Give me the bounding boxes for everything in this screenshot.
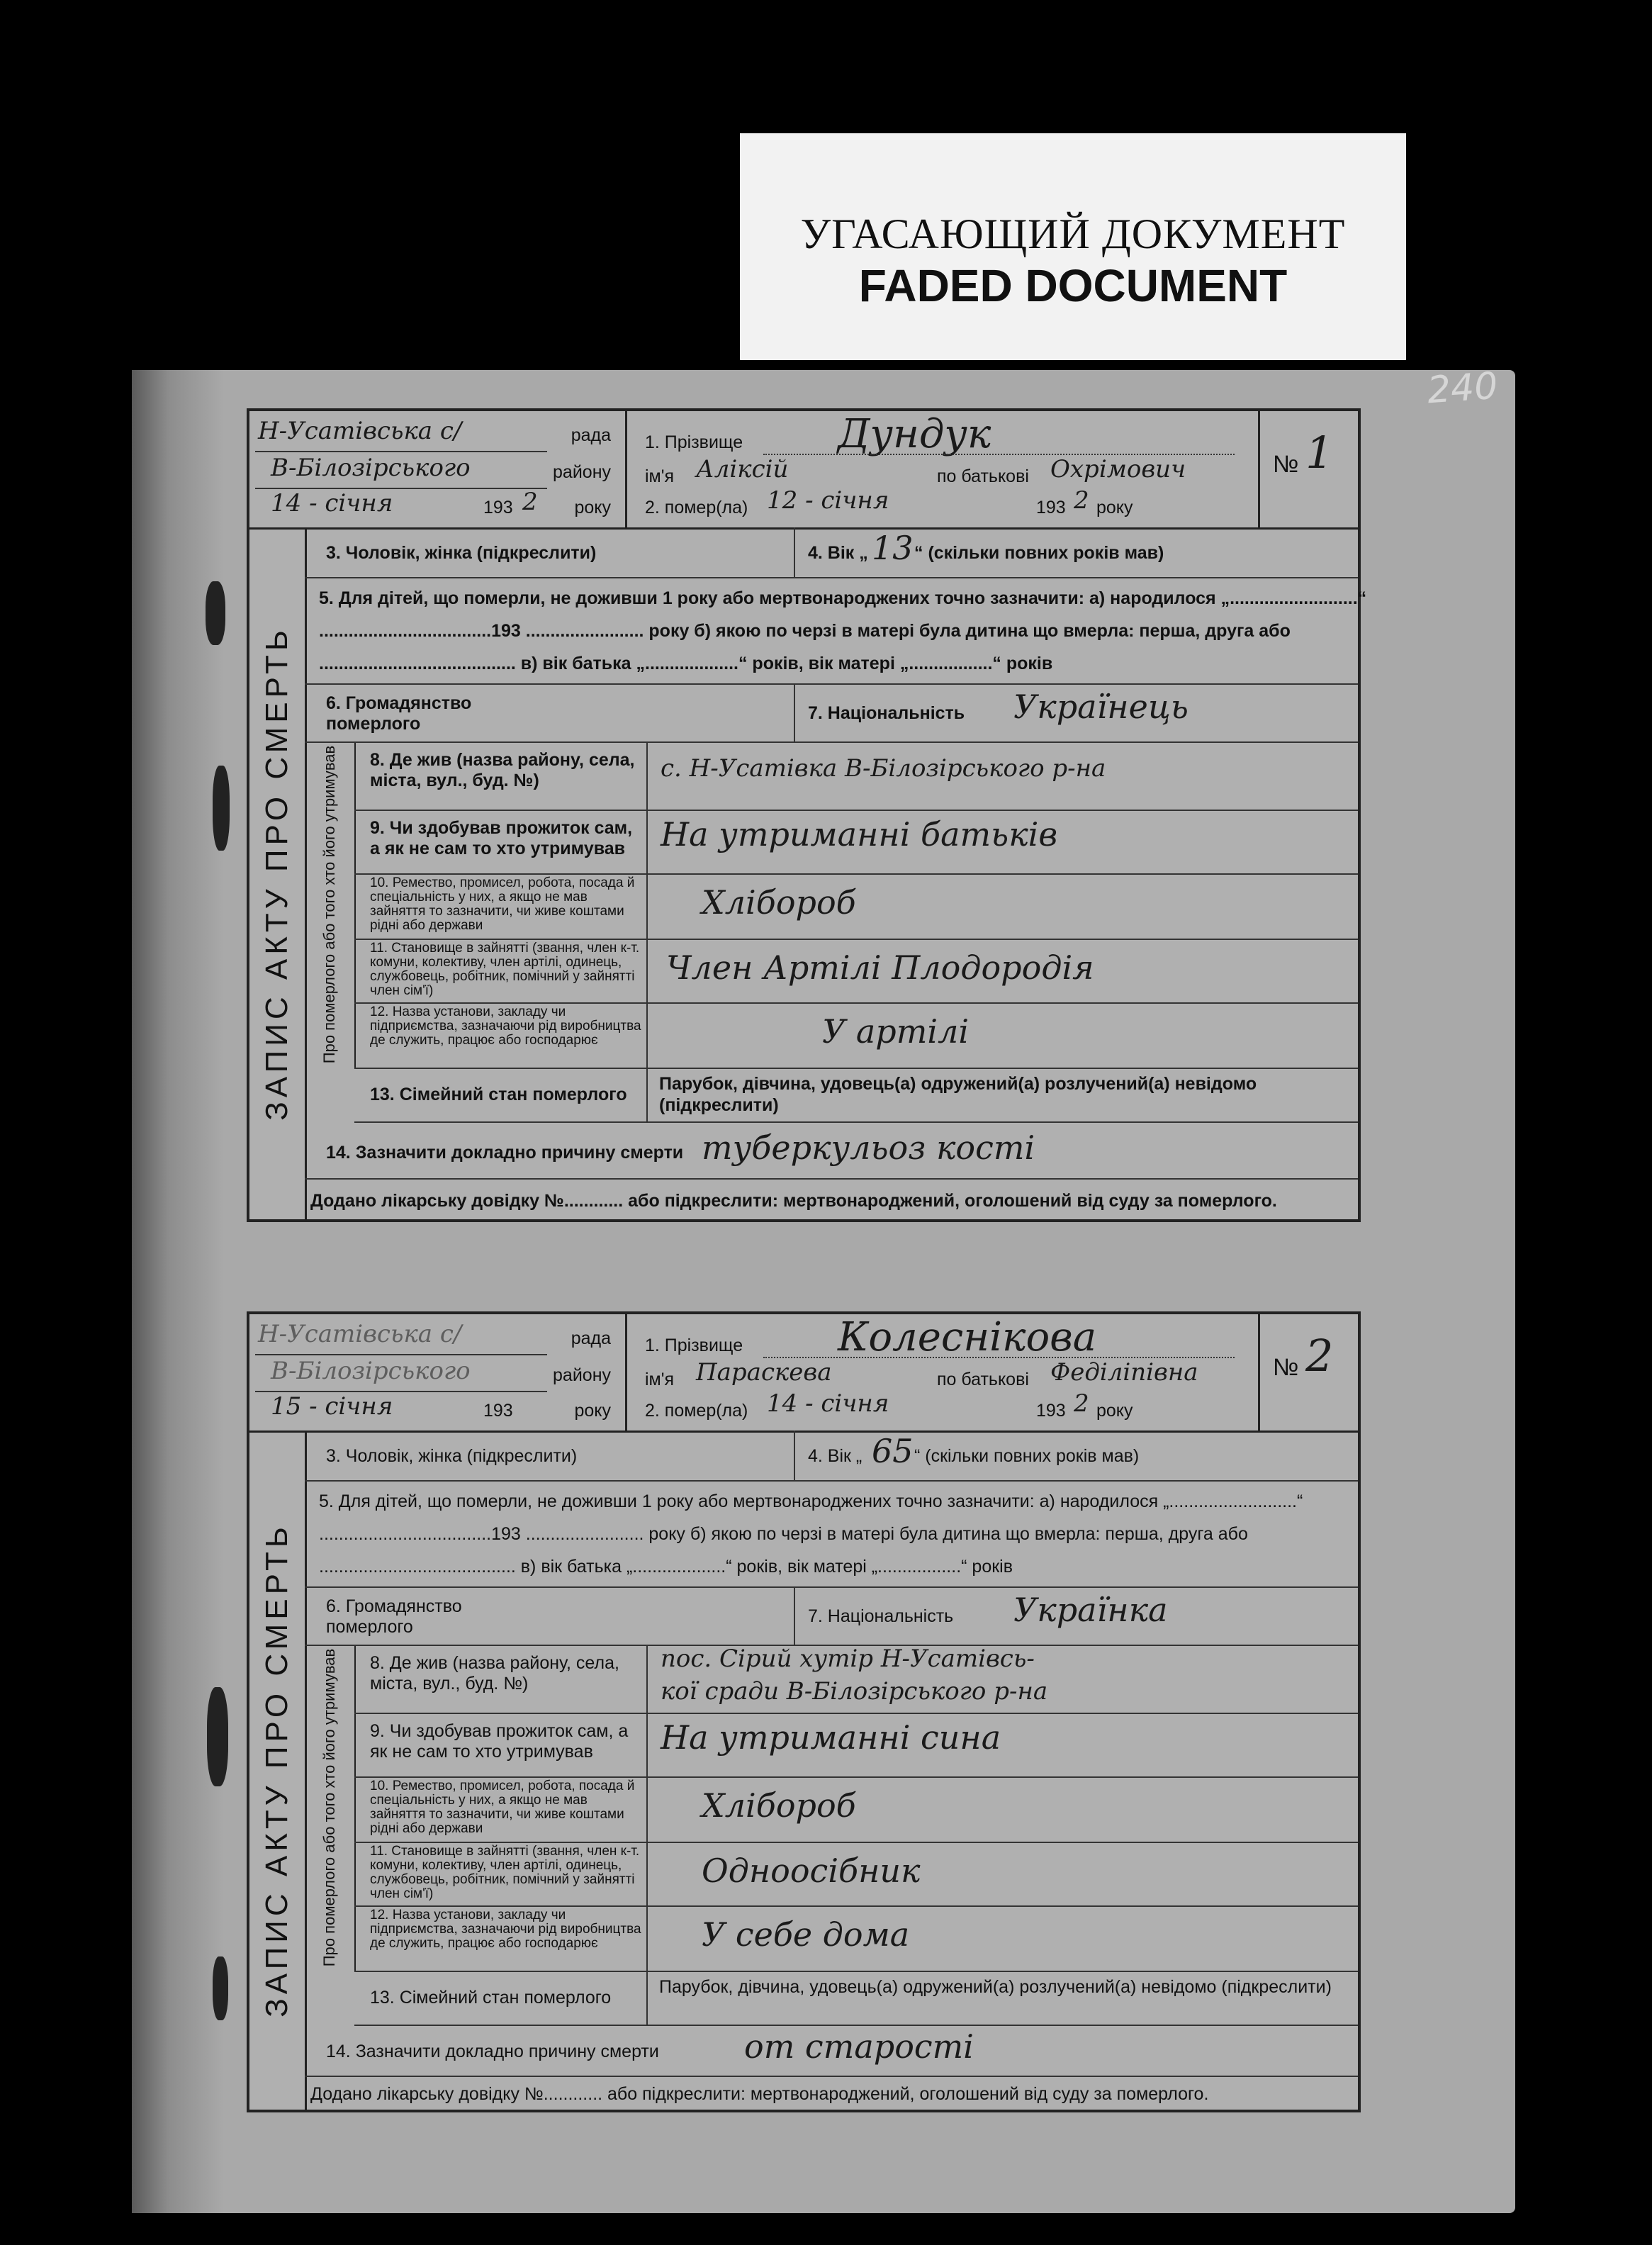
q8-label: 8. Де жив (назва району, села, міста, вул., буд. №) bbox=[370, 750, 635, 790]
name-header bbox=[625, 411, 1263, 530]
occupation-value: Хлібороб bbox=[702, 883, 856, 922]
q13-label: 13. Сімейний стан померлого bbox=[370, 1988, 612, 2008]
registration-date: 15 - січня bbox=[271, 1392, 393, 1421]
row-workplace bbox=[354, 1905, 1358, 1972]
q10-label: 10. Ремество, промисел, робота, посада й спеціальність у них, а якщо не мав зайняття то зазначити, чи живе коштами рідні або держави bbox=[370, 1779, 635, 1836]
year-label: 193 bbox=[483, 498, 513, 517]
row-citizenship bbox=[305, 683, 1358, 743]
q7-label: 7. Національність bbox=[808, 1606, 954, 1626]
side-subtitle: Про померлого або того хто його утримував bbox=[305, 741, 356, 1068]
rada-value: Н-Усатівська с/ bbox=[258, 1320, 462, 1348]
row-sex-age bbox=[305, 527, 1358, 578]
residence-value-line2: кої сради В-Білозірського р-на bbox=[661, 1677, 1048, 1706]
rayon-label: району bbox=[553, 462, 611, 482]
death-year-label: 193 bbox=[1036, 1401, 1066, 1421]
label-line-ru: УГАСАЮЩИЙ ДОКУМЕНТ bbox=[800, 211, 1346, 257]
surname-label: 1. Прізвище bbox=[645, 432, 743, 452]
death-record-1 bbox=[247, 408, 1367, 1222]
row-residence bbox=[354, 1645, 1358, 1714]
row-infant bbox=[305, 577, 1367, 685]
q5-line3: ........................................ в) вік батька „...................“ років, вік матері „.................“ років bbox=[319, 654, 1053, 673]
tear-mark bbox=[207, 1687, 228, 1786]
nationality-value: Українка bbox=[1013, 1591, 1168, 1629]
row-marital bbox=[354, 1971, 1358, 2026]
age-value: 65 bbox=[872, 1432, 914, 1470]
status-value: Одноосібник bbox=[702, 1852, 921, 1890]
q4-label-a: 4. Вік „ bbox=[808, 543, 868, 563]
roku-label: року bbox=[1096, 498, 1133, 517]
residence-value: пос. Сірий хутір Н-Усатівсь- bbox=[661, 1645, 1035, 1673]
side-title: ЗАПИС АКТУ ПРО СМЕРТЬ bbox=[249, 1431, 307, 2110]
name-label: ім'я bbox=[645, 466, 675, 486]
row-employment-status bbox=[354, 1842, 1358, 1907]
death-date-value: 12 - січня bbox=[767, 486, 889, 515]
tear-mark bbox=[206, 581, 225, 645]
q7-label: 7. Національність bbox=[808, 703, 965, 723]
row-workplace bbox=[354, 1002, 1358, 1069]
workplace-value: У себе дома bbox=[702, 1915, 910, 1954]
archive-page-number: 240 bbox=[1426, 364, 1500, 413]
q3-label: 3. Чоловік, жінка (підкреслити) bbox=[326, 543, 597, 563]
rada-label: рада bbox=[571, 1328, 611, 1348]
faded-document-label bbox=[740, 133, 1406, 360]
row-employment-status bbox=[354, 939, 1358, 1004]
number-sign: № bbox=[1273, 451, 1299, 478]
nationality-value: Українець bbox=[1013, 688, 1189, 726]
q13-options: Парубок, дівчина, удовець(а) одружений(а) розлучений(а) невідомо (підкреслити) bbox=[659, 1977, 1332, 1997]
patronymic-value: Охрімович bbox=[1050, 455, 1186, 483]
death-date-label: 2. помер(ла) bbox=[645, 1401, 748, 1421]
row-livelihood bbox=[354, 810, 1358, 875]
age-value: 13 bbox=[872, 529, 914, 567]
q13-label: 13. Сімейний стан померлого bbox=[370, 1085, 627, 1104]
record-number: 2 bbox=[1305, 1330, 1334, 1382]
label-line-en: FADED DOCUMENT bbox=[858, 260, 1288, 311]
roku-label: року bbox=[574, 498, 611, 517]
row-occupation bbox=[354, 873, 1358, 940]
footer-note: Додано лікарську довідку №............ або підкреслити: мертвонароджений, оголошений від суду за померлого. bbox=[310, 1191, 1277, 1211]
registry-header bbox=[249, 1314, 627, 1433]
q10-label: 10. Ремество, промисел, робота, посада й спеціальність у них, а якщо не мав зайняття то зазначити, чи живе коштами рідні або держави bbox=[370, 875, 635, 933]
rayon-value: В-Білозірського bbox=[271, 1357, 471, 1385]
death-year-digit: 2 bbox=[1074, 486, 1089, 515]
livelihood-value: На утриманні сина bbox=[661, 1718, 1001, 1757]
binding-edge bbox=[132, 370, 224, 2213]
q9-label: 9. Чи здобував прожиток сам, а як не сам то хто утримував bbox=[370, 1721, 629, 1762]
row-sex-age bbox=[305, 1431, 1358, 1482]
q3-label: 3. Чоловік, жінка (підкреслити) bbox=[326, 1446, 578, 1466]
q4-label-a: 4. Вік „ bbox=[808, 1446, 862, 1466]
q13-options: Парубок, дівчина, удовець(а) одружений(а) розлучений(а) невідомо (підкреслити) bbox=[659, 1074, 1257, 1115]
name-value: Аліксій bbox=[696, 455, 789, 483]
death-year-digit: 2 bbox=[1074, 1389, 1089, 1418]
death-record-2 bbox=[247, 1311, 1361, 2112]
row-citizenship bbox=[305, 1586, 1358, 1646]
registration-date: 14 - січня bbox=[271, 489, 393, 517]
cause-value: от старості bbox=[744, 2027, 974, 2066]
registry-header bbox=[249, 411, 627, 530]
row-livelihood bbox=[354, 1713, 1358, 1778]
status-value: Член Артілі Плодородія bbox=[666, 948, 1094, 987]
name-value: Параскева bbox=[696, 1358, 832, 1387]
q8-label: 8. Де жив (назва району, села, міста, вул., буд. №) bbox=[370, 1653, 619, 1693]
q5-line3: ........................................ в) вік батька „...................“ років, вік матері „.................“ років bbox=[319, 1557, 1013, 1577]
record-number-box bbox=[1258, 1314, 1358, 1433]
rayon-value: В-Білозірського bbox=[271, 454, 471, 482]
name-label: ім'я bbox=[645, 1370, 675, 1389]
q5-line2: ...................................193 ........................ року б) якою по черзі в матері була дитина що вмерла: перша, друга або bbox=[319, 621, 1291, 641]
roku-label: року bbox=[1096, 1401, 1133, 1421]
surname-label: 1. Прізвище bbox=[645, 1336, 743, 1355]
row-occupation bbox=[354, 1776, 1358, 1843]
death-year-label: 193 bbox=[1036, 498, 1066, 517]
q4-label-b: “ (скільки повних років мав) bbox=[914, 1446, 1140, 1466]
q9-label: 9. Чи здобував прожиток сам, а як не сам то хто утримував bbox=[370, 818, 633, 858]
q12-label: 12. Назва установи, закладу чи підприємства, зазначаючи рід виробництва де служить, працює або господарює bbox=[370, 1908, 641, 1951]
surname-value: Колеснікова bbox=[838, 1314, 1097, 1360]
roku-label: року bbox=[574, 1401, 611, 1421]
cause-value: туберкульоз кості bbox=[702, 1129, 1035, 1167]
row-cause bbox=[305, 1121, 1358, 1180]
death-date-value: 14 - січня bbox=[767, 1389, 889, 1418]
row-marital bbox=[354, 1068, 1358, 1123]
registration-year-digit: 2 bbox=[522, 488, 538, 516]
q14-label: 14. Зазначити докладно причину смерти bbox=[326, 1143, 684, 1163]
row-residence bbox=[354, 741, 1358, 811]
occupation-value: Хлібороб bbox=[702, 1786, 856, 1825]
livelihood-value: На утриманні батьків bbox=[661, 815, 1058, 853]
patronymic-value: Феділіпівна bbox=[1050, 1358, 1198, 1387]
q5-line1: 5. Для дітей, що померли, не доживши 1 року або мертвонароджених точно зазначити: а) народилося „..........................“ bbox=[319, 588, 1367, 608]
residence-value: с. Н-Усатівка В-Білозірського р-на bbox=[661, 754, 1106, 783]
workplace-value: У артілі bbox=[822, 1012, 970, 1051]
row-cause bbox=[305, 2025, 1358, 2077]
year-label: 193 bbox=[483, 1401, 513, 1421]
q14-label: 14. Зазначити докладно причину смерти bbox=[326, 2042, 659, 2061]
surname-value: Дундук bbox=[838, 411, 991, 457]
record-number: 1 bbox=[1305, 427, 1334, 478]
death-date-label: 2. помер(ла) bbox=[645, 498, 748, 517]
side-title: ЗАПИС АКТУ ПРО СМЕРТЬ bbox=[249, 527, 307, 1219]
q6-label: 6. Громадянство померлого bbox=[326, 693, 472, 734]
name-header bbox=[625, 1314, 1263, 1433]
patronymic-label: по батькові bbox=[937, 466, 1029, 486]
footer-note: Додано лікарську довідку №............ або підкреслити: мертвонароджений, оголошений від суду за померлого. bbox=[310, 2084, 1209, 2104]
q5-line1: 5. Для дітей, що померли, не доживши 1 року або мертвонароджених точно зазначити: а) народилося „..........................“ bbox=[319, 1491, 1303, 1511]
q5-line2: ...................................193 ........................ року б) якою по черзі в матері була дитина що вмерла: перша, друга або bbox=[319, 1524, 1248, 1544]
rayon-label: району bbox=[553, 1365, 611, 1385]
tear-mark bbox=[213, 766, 230, 851]
rada-value: Н-Усатівська с/ bbox=[258, 417, 462, 445]
q12-label: 12. Назва установи, закладу чи підприємства, зазначаючи рід виробництва де служить, працює або господарює bbox=[370, 1004, 641, 1048]
patronymic-label: по батькові bbox=[937, 1370, 1029, 1389]
row-infant bbox=[305, 1480, 1358, 1588]
number-sign: № bbox=[1273, 1354, 1299, 1381]
rada-label: рада bbox=[571, 425, 611, 445]
q6-label: 6. Громадянство померлого bbox=[326, 1596, 462, 1637]
record-number-box bbox=[1258, 411, 1358, 530]
tear-mark bbox=[213, 1956, 228, 2020]
side-subtitle: Про померлого або того хто його утримував bbox=[305, 1645, 356, 1971]
q4-label-b: “ (скільки повних років мав) bbox=[914, 543, 1164, 563]
q11-label: 11. Становище в зайнятті (звання, член к-т. комуни, колективу, член артілі, одинець, службовець, робітник, помічний у зайнятті член сім'ї) bbox=[370, 1844, 640, 1901]
q11-label: 11. Становище в зайнятті (звання, член к-т. комуни, колективу, член артілі, одинець, службовець, робітник, помічний у зайнятті член сім'ї) bbox=[370, 941, 640, 998]
